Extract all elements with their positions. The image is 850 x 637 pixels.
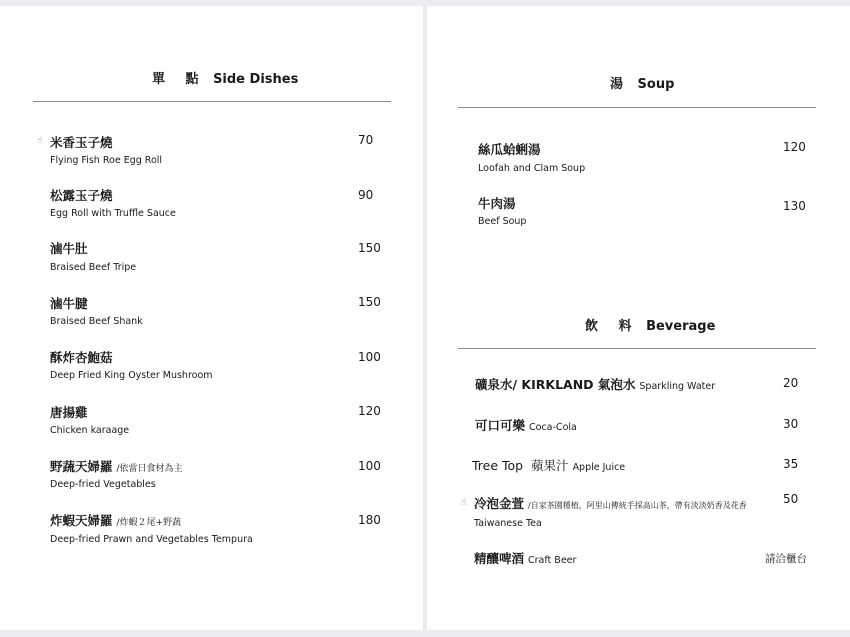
menu-item-zh — [472, 456, 625, 474]
menu-item-en: Flying Fish Roe Egg Roll — [50, 155, 163, 166]
menu-item-price: 50 — [783, 492, 799, 506]
menu-item-zh-text: 可口可樂 — [475, 418, 526, 433]
menu-item-note: /依當日食材為主 — [116, 464, 183, 474]
menu-item-en: Taiwanese Tea — [474, 518, 542, 529]
menu-item-zh: 絲瓜蛤蜊湯 — [478, 142, 541, 157]
menu-item-zh: 酥炸杏鮑菇 — [50, 350, 113, 365]
menu-item-price: 180 — [358, 513, 381, 527]
menu-item-en: Coca-Cola — [529, 422, 577, 433]
soup-title-zh: 湯 — [610, 77, 632, 92]
soup-title-en: Soup — [637, 77, 675, 92]
left-menu-page — [0, 6, 423, 630]
menu-item-zh — [475, 416, 577, 434]
pointer-icon: ☝ — [37, 136, 43, 146]
menu-item-en: Egg Roll with Truffle Sauce — [50, 208, 176, 219]
menu-item-price: 70 — [358, 133, 374, 147]
menu-item-zh: 松露玉子燒 — [50, 188, 113, 203]
menu-item-price: 請洽櫃台 — [765, 553, 807, 565]
menu-item-zh-text: 冷泡金萱 — [474, 496, 525, 511]
menu-item-price: 100 — [358, 459, 381, 473]
menu-item-en: Deep Fried King Oyster Mushroom — [50, 370, 213, 381]
menu-item-en: Braised Beef Tripe — [50, 262, 137, 273]
menu-item-zh — [50, 457, 183, 475]
side-dishes-title-en: Side Dishes — [213, 72, 299, 87]
menu-item-price: 35 — [783, 457, 799, 471]
menu-item-en: Craft Beer — [528, 555, 577, 566]
menu-item-zh — [474, 549, 576, 567]
pointer-icon: ☝ — [461, 498, 467, 508]
menu-item-en: Sparkling Water — [639, 381, 716, 392]
menu-item-zh: 唐揚雞 — [50, 405, 88, 420]
menu-item-zh-text: 炸蝦天婦羅 — [50, 513, 113, 528]
menu-item-en: Braised Beef Shank — [50, 316, 143, 327]
menu-item-price: 90 — [358, 188, 374, 202]
right-menu-page — [427, 6, 850, 630]
menu-item-zh — [50, 511, 181, 529]
menu-item-zh-text: 精釀啤酒 — [474, 551, 525, 566]
menu-item-price: 150 — [358, 241, 381, 255]
menu-item-price: 120 — [358, 404, 381, 418]
menu-item-zh-text: 礦泉水/ KIRKLAND 氣泡水 — [475, 377, 636, 392]
menu-item-price: 120 — [783, 140, 806, 154]
menu-item-en: Deep-fried Vegetables — [50, 479, 156, 490]
beverage-title-en: Beverage — [646, 319, 716, 334]
soup-title — [610, 73, 674, 92]
menu-item-note: /炸蝦２尾+野蔬 — [116, 518, 182, 528]
menu-item-zh: 滷牛腱 — [50, 296, 88, 311]
beverage-title — [585, 315, 715, 334]
menu-item-zh: 牛肉湯 — [478, 196, 516, 211]
menu-item-en: Loofah and Clam Soup — [478, 163, 586, 174]
menu-item-en: Apple Juice — [572, 462, 626, 473]
menu-item-note: /自家茶園種植，阿里山傳統手採高山茶，帶有淡淡奶香及花香 — [528, 501, 747, 510]
side-dishes-title-zh: 單 點 — [152, 72, 207, 87]
beverage-divider — [458, 348, 816, 349]
menu-item-price: 150 — [358, 295, 381, 309]
soup-divider — [458, 107, 816, 108]
beverage-title-zh: 飲 料 — [585, 319, 640, 334]
menu-item-price: 20 — [783, 376, 799, 390]
menu-item-price: 130 — [783, 199, 806, 213]
menu-item-en: Chicken karaage — [50, 425, 130, 436]
menu-item-zh: 米香玉子燒 — [50, 135, 113, 150]
menu-item-en: Beef Soup — [478, 216, 527, 227]
side-dishes-title — [152, 68, 298, 87]
menu-item-price: 100 — [358, 350, 381, 364]
side-dishes-divider — [33, 101, 391, 102]
menu-item-zh-text: 野蔬天婦羅 — [50, 459, 113, 474]
menu-item-en: Deep-fried Prawn and Vegetables Tempura — [50, 534, 253, 545]
menu-item-zh-text: Tree Top 蘋果汁 — [472, 458, 569, 473]
menu-item-price: 30 — [783, 417, 799, 431]
menu-item-zh — [475, 375, 715, 393]
menu-item-zh — [474, 494, 747, 512]
menu-item-zh: 滷牛肚 — [50, 241, 88, 256]
